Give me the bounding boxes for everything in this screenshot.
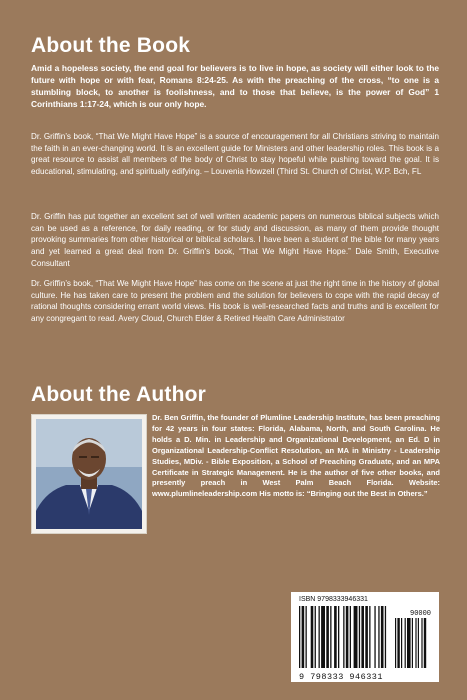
barcode: [291, 592, 439, 682]
barcode-bar: [395, 618, 396, 668]
barcode-bar: [374, 606, 375, 668]
barcode-bar: [321, 606, 325, 668]
barcode-bar: [311, 606, 314, 668]
isbn-label: ISBN 9798333946331: [299, 596, 368, 603]
barcode-bar: [397, 618, 399, 668]
barcode-bar: [330, 606, 331, 668]
about-book-heading: About the Book: [31, 34, 191, 57]
barcode-bar: [421, 618, 422, 668]
barcode-bar: [424, 618, 426, 668]
barcode-bar: [369, 606, 370, 668]
barcode-bar: [405, 618, 406, 668]
author-photo: [31, 414, 147, 534]
barcode-bar: [378, 606, 379, 668]
barcode-bar: [302, 606, 305, 668]
barcode-bar: [315, 606, 316, 668]
barcode-bar: [385, 606, 386, 668]
barcode-bar: [338, 606, 339, 668]
barcode-bars: [299, 606, 431, 672]
author-bio: Dr. Ben Griffin, the founder of Plumline Leadership Institute, has been preaching for 42 years in four states: Florida, Alabama, North, and South Carolina. He holds a D. Min. in Leadership and Organizational Development, an Ed. D in Organizational Leadership-Conflict Resolution, an MA in Ministry - Leadership Studies, MDiv. - Bible Exposition, a School of Preaching Graduate, and an MPA Certificate in Strategic Management. He is the author of five other books, and presently preach in West Palm Beach Florida. Website: www.plumlineleadership.com His motto is: “Bringing out the Best in Others.”: [152, 413, 440, 499]
review-paragraph-2: Dr. Griffin has put together an excellent set of well written academic papers on numerous biblical subjects which can be used as a reference, for daily reading, or for study and discussion, as many of them provide thought provoking summaries from other historical or biblical scholars. I have been a student of the bible for many years and yet learned a great deal from Dr. Griffin's book, “That We Might Have Hope.” Dale Smith, Executive Consultant: [31, 212, 439, 268]
barcode-bar: [343, 606, 344, 668]
barcode-bar: [354, 606, 358, 668]
barcode-bar: [346, 606, 349, 668]
barcode-bar: [407, 618, 411, 668]
about-book-lead: Amid a hopeless society, the end goal for believers is to live in hope, as society will either look to the future with hope or with fear, Romans 8:24-25. As with the preaching of the cross, “to one is a stumbling block, to another is foolishness, and to those that believe, is the power of God” 1 Corinthians 1:17-24, which is our only hope.: [31, 63, 439, 109]
ean-digits: 9 798333 946331: [299, 672, 384, 682]
barcode-bar: [418, 618, 419, 668]
barcode-bar: [319, 606, 320, 668]
barcode-bar: [401, 618, 402, 668]
barcode-bar: [306, 606, 307, 668]
review-paragraph-1: Dr. Griffin’s book, “That We Might Have Hope” is a source of encouragement for all Christians striving to maintain the faith in an ever-changing world. It is an excellent guide for Ministers and other leadership roles. This book is a great resource to assist all members of the body of Christ to stay hopeful while pushing toward the goal. It is educational, stimulating, and spiritually edifying. – Louvenia Howzell (Third St. Church of Christ, W.P. Bch, FL: [31, 132, 439, 177]
review-paragraph-3: Dr. Griffin’s book, “That We Might Have Hope” has come on the scene at just the right time in the history of global culture. He has taken care to present the problem and the solution for believers to cope with the rapid decay of rational thoughts considering errant world views. His book is well-researched facts and truths and is excellent for any congregant to read. Avery Cloud, Church Elder & Retired Health Care Administrator: [31, 279, 439, 324]
barcode-bar: [334, 606, 337, 668]
barcode-bar: [326, 606, 329, 668]
barcode-bar: [365, 606, 368, 668]
barcode-bar: [412, 618, 413, 668]
barcode-bar: [361, 606, 364, 668]
barcode-bar: [381, 606, 384, 668]
price-code: 90000: [410, 610, 432, 618]
barcode-bar: [350, 606, 351, 668]
author-portrait-icon: [36, 419, 142, 529]
about-author-heading: About the Author: [31, 383, 207, 406]
barcode-bar: [415, 618, 416, 668]
barcode-bar: [359, 606, 360, 668]
barcode-bar: [299, 606, 300, 668]
